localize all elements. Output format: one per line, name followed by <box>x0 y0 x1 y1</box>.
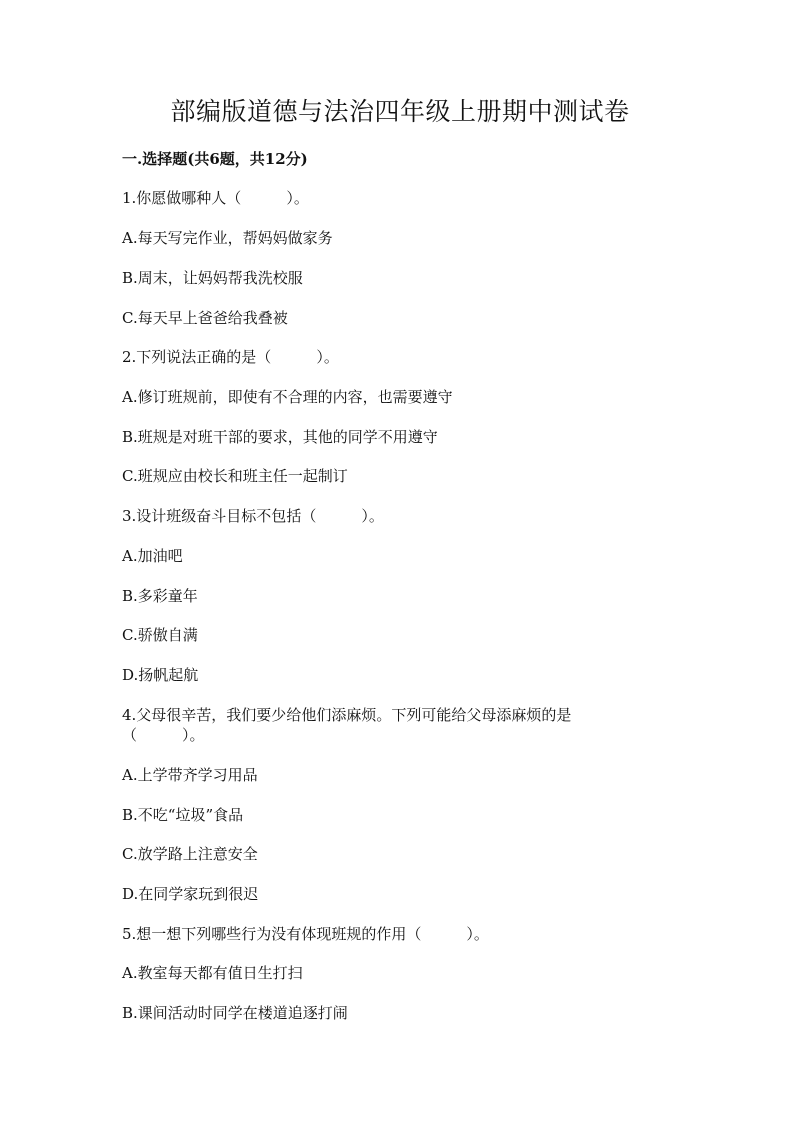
question-2-option-b: B.班规是对班干部的要求，其他的同学不用遵守 <box>122 428 438 446</box>
question-3-option-d: D.扬帆起航 <box>122 666 199 684</box>
question-3-stem: 3.设计班级奋斗目标不包括（ ）。 <box>122 507 384 525</box>
question-2-stem: 2.下列说法正确的是（ ）。 <box>122 348 339 366</box>
question-4-stem: 4.父母很辛苦，我们要少给他们添麻烦。下列可能给父母添麻烦的是 <box>122 706 572 724</box>
question-4-option-a: A.上学带齐学习用品 <box>122 766 258 784</box>
question-1-stem: 1.你愿做哪种人（ ）。 <box>122 189 309 207</box>
question-3-option-c: C.骄傲自满 <box>122 626 198 644</box>
question-4-stem-continuation: （ ）。 <box>122 726 205 744</box>
question-1-option-a: A.每天写完作业，帮妈妈做家务 <box>122 229 333 247</box>
question-5-stem: 5.想一想下列哪些行为没有体现班规的作用（ ）。 <box>122 925 489 943</box>
question-3-option-a: A.加油吧 <box>122 547 183 565</box>
question-5-option-a: A.教室每天都有值日生打扫 <box>122 964 303 982</box>
question-2-option-c: C.班规应由校长和班主任一起制订 <box>122 467 348 485</box>
question-1-option-c: C.每天早上爸爸给我叠被 <box>122 309 288 327</box>
page-title: 部编版道德与法治四年级上册期中测试卷 <box>170 97 630 126</box>
question-4-option-d: D.在同学家玩到很迟 <box>122 885 259 903</box>
question-5-option-b: B.课间活动时同学在楼道追逐打闹 <box>122 1004 348 1022</box>
question-1-option-b: B.周末，让妈妈帮我洗校服 <box>122 269 303 287</box>
section-heading: 一.选择题(共6题，共12分) <box>122 150 308 168</box>
question-3-option-b: B.多彩童年 <box>122 587 198 605</box>
question-4-option-c: C.放学路上注意安全 <box>122 845 258 863</box>
question-2-option-a: A.修订班规前，即使有不合理的内容，也需要遵守 <box>122 388 453 406</box>
question-4-option-b: B.不吃“垃圾”食品 <box>122 806 244 824</box>
